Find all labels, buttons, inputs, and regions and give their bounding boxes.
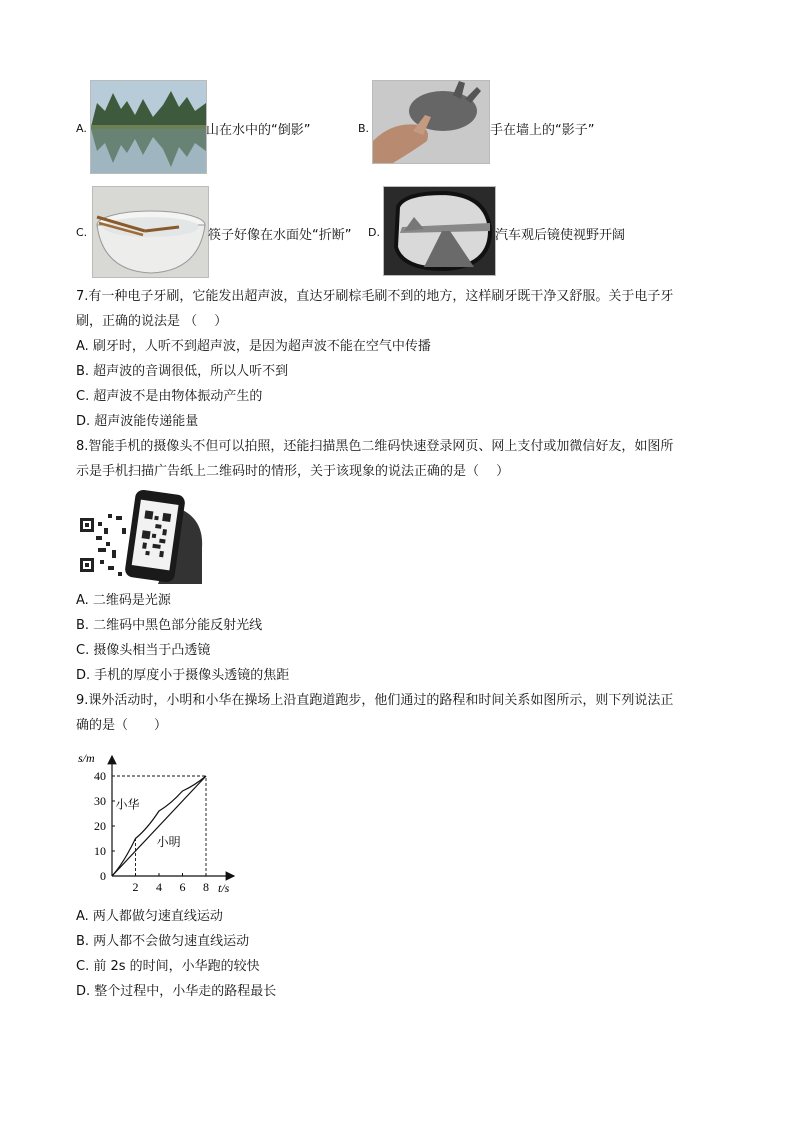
q7-option-c: C. 超声波不是由物体振动产生的 [76, 389, 263, 404]
chopsticks-bowl-photo [92, 186, 209, 278]
option-caption: 筷子好像在水面处“折断” [208, 228, 352, 243]
option-letter: D. [368, 226, 380, 239]
option-caption: 手在墙上的“影子” [490, 123, 595, 138]
option-caption: 汽车观后镜使视野开阔 [495, 228, 626, 243]
option-letter: A. [76, 122, 87, 135]
option-letter: C. [76, 226, 88, 239]
y-tick-label: 30 [94, 794, 106, 808]
q7-stem-line-2: 刷，正确的说法是 （ ） [76, 314, 228, 329]
y-axis-label: s/m [78, 751, 95, 765]
series-label: 小华 [115, 797, 140, 812]
qr-code-scan-figure [78, 488, 204, 584]
chart-axes [112, 756, 234, 876]
distance-time-chart [70, 748, 250, 898]
q8-option-d: D. 手机的厚度小于摄像头透镜的焦距 [76, 668, 290, 683]
q7-option-a: A. 刷牙时，人听不到超声波，是因为超声波不能在空气中传播 [76, 339, 431, 354]
y-tick-label: 40 [94, 769, 106, 783]
q8-option-a: A. 二维码是光源 [76, 593, 171, 608]
q8-stem-line-1: 8.智能手机的摄像头不但可以拍照，还能扫描黑色二维码快速登录网页、网上支付或加微信好友，如图所 [76, 439, 674, 454]
q9-option-d: D. 整个过程中，小华走的路程最长 [76, 984, 277, 999]
option-letter: B. [358, 122, 370, 135]
q9-option-a: A. 两人都做匀速直线运动 [76, 909, 223, 924]
x-tick-label: 2 [132, 880, 139, 894]
y-tick-label: 10 [94, 844, 106, 858]
y-tick-label: 20 [94, 819, 106, 833]
option-caption: 山在水中的“倒影” [206, 123, 311, 138]
q9-option-b: B. 两人都不会做匀速直线运动 [76, 934, 250, 949]
q7-option-d: D. 超声波能传递能量 [76, 414, 199, 429]
q9-stem-line-1: 9.课外活动时，小明和小华在操场上沿直跑道跑步，他们通过的路程和时间关系如图所示，则下列说法正 [76, 693, 674, 708]
q8-option-b: B. 二维码中黑色部分能反射光线 [76, 618, 263, 633]
mountain-reflection-photo [90, 80, 207, 174]
q9-stem-line-2: 确的是（ ） [76, 718, 168, 733]
x-tick-label: 8 [203, 880, 209, 894]
q7-stem-line-1: 7.有一种电子牙刷，它能发出超声波，直达牙刷棕毛刷不到的地方，这样刷牙既干净又舒服。关于电子牙 [76, 289, 674, 304]
series-label: 小明 [156, 835, 181, 849]
x-axis-label: t/s [218, 881, 230, 895]
x-tick-label: 6 [179, 880, 186, 894]
q8-stem-line-2: 示是手机扫描广告纸上二维码时的情形，关于该现象的说法正确的是（ ） [76, 464, 510, 479]
q9-option-c: C. 前 2s 的时间，小华跑的较快 [76, 959, 260, 974]
x-tick-label: 4 [156, 880, 162, 894]
hand-shadow-photo [372, 80, 490, 164]
origin-label: 0 [100, 869, 106, 883]
q7-option-b: B. 超声波的音调很低，所以人听不到 [76, 364, 289, 379]
car-mirror-photo [383, 186, 496, 276]
series-line-xiaoming [112, 776, 206, 876]
q8-option-c: C. 摄像头相当于凸透镜 [76, 643, 211, 658]
